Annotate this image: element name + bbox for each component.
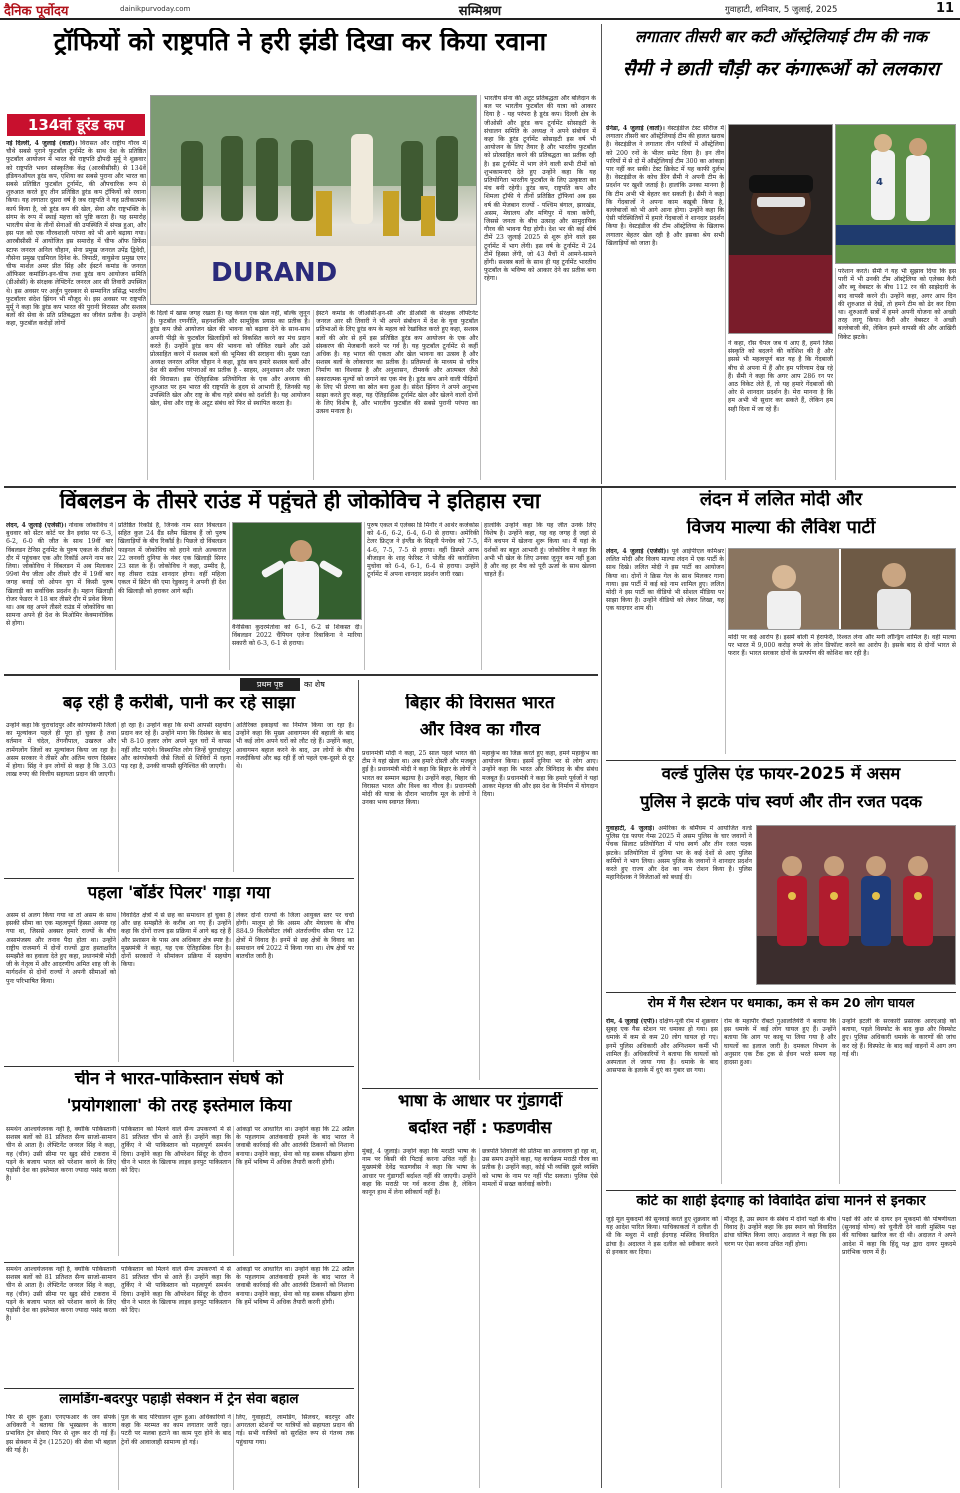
djokovic-col2: प्रतिष्ठित रिकॉर्ड है, जिनके नाम सात विंबलडन सहित कुल 24 ग्रैंड स्लैम खिताब हैं जो पुरुष खिलाड़ियों के बीच रिकॉर्ड है। पिछले दो विंबलडन फाइनल में जोकोविच को हराने वाले अल्कराज 22 जनवरी दुनिया के नंबर एक खिलाड़ी सिनर 23 साल के हैं। जोकोविच ने कहा, उम्मीद है, यह तीसरा राउंड शानदार होगा। वहीं महिला एकल में ब्रिटेन की एमा रेडुकानु ने अपनी ही देश की खिलाड़ी को हराकर आगे बढ़ीं। <box>118 522 226 595</box>
sammy-col2: ने कहा, रॉस चैपल जब ये आए हैं, हमने जिस संस्कृति को बदलने की कोशिश की है और इससे भी महत्वपूर्ण बात यह है कि गेंदबाजी बीच से अपना में हैं और हम परिणाम देख रहे हैं। सैमी ने कहा कि अगर आप 286 रन पर आठ विकेट लेते हैं, तो यह हमारे गेंदबाजों की ओर से शानदार प्रदर्शन है। मेरा मानना है कि हम अभी भी सुधार कर सकते हैं, लेकिन हम सही दिशा में जा रहे हैं। <box>728 340 833 413</box>
section-title: सम्मिश्रण <box>458 4 502 19</box>
bihar-headline-1: बिहार की विरासत भारत <box>405 694 555 713</box>
sammy-col1: ग्रेनेडा, 4 जुलाई (वार्ता)। वेस्टइंडीज टेस्ट सीरीज में लगातार तीसरी बार ऑस्ट्रेलियाई टीम की हालत खराब है। वेस्टइंडीज ने लगातार तीन पारियों में ऑस्ट्रेलिया को 200 रनों के भीतर समेट दिया है। इन तीन पारियों में से दो में ऑस्ट्रेलियाई टीम 300 का आंकड़ा पार नहीं कर सकी। टेस्ट क्रिकेट में यह काफी दुर्लभ है। वेस्टइंडीज के कोच डैरेन सैमी ने अपनी टीम के प्रदर्शन पर खुशी जताई है। हालांकि उनका मानना है कि टीम अभी भी बेहतर कर सकती है। सैमी ने कहा कि गेंदबाजों ने अपना काम बखूबी किया है, बल्लेबाजों को भी आगे आना होगा। उन्होंने कहा कि ऐसी परिस्थितियों में हमारे गेंदबाजों ने शानदार प्रदर्शन किया है। वेस्टइंडीज की टीम ऑस्ट्रेलिया के खिलाफ लगातार बेहतर खेल रही है और इसका श्रेय सभी खिलाड़ियों को जाता है। <box>606 125 724 247</box>
djokovic-col4: पुरुष एकल में एलेक्स डि मिनौर ने आर्थर कजेकोस को 4-6, 6-2, 6-4, 6-0 से हराया। अमेरिकी टेलर फ्रिट्ज ने इंग्लैंड के सिड्नी पेनचेव को 7-5, 4-6, 7-5, 7-5 से हराया। वहीं डिस्प्ले आफ बीजाइन के शाह फेरिस्ट ने पोलैंड की कारोलिना मुचोवा को 6-4, 6-1, 6-4 से हराया। उन्होंने टूर्नामेंट में अपना शानदार प्रदर्शन जारी रखा। <box>367 522 479 579</box>
durand-headline: ट्रॉफियों को राष्ट्रपति ने हरी झंडी दिखा कर किया रवाना <box>53 28 547 55</box>
durand-ceremony-image <box>151 96 477 305</box>
water-col1: उन्होंने कहा कि चुराचांदपुर और कांगपोकपी जिलों का मूल्यांकन पहले ही पूरा हो चुका है तथा वर्तमान में चंदेल, तेंगनौपाल, उखरुल और तामेंगलोंग जिलों का मूल्यांकन किया जा रहा है। असम सरकार ने तीसरे और अंतिम चरण दिसंबर में होगा। सिंह ने इन लोगों से कहा है कि 3.03 लाख रुपए की वित्तीय सहायता प्रदान की जाएगी। <box>6 722 116 779</box>
border-col2: विवादित क्षेत्रों में से छह का समाधान हो चुका है और छह समझौते के करीब आ गए हैं। उन्होंने कहा कि दोनों राज्य इस प्रक्रिया में आगे बढ़ रहे हैं और प्रशासन के पास अब अधिकार क्षेत्र स्पष्ट है। मुख्यमंत्री ने कहा, यह एक ऐतिहासिक दिन है। दोनों सरकारों ने सीमांकन प्रक्रिया में सहयोग किया। <box>121 912 231 969</box>
rome-headline: रोम में गैस स्टेशन पर धमाका, कम से कम 20 लोग घायल <box>647 996 915 1010</box>
idgah-headline: कोर्ट का शाही ईदगाह को विवादित ढांचा मानने से इनकार <box>636 1194 926 1209</box>
idgah-col2: मौजूद है, उस स्थान के संबंध में दोनों पक्षों के बीच विवाद है। उन्होंने कहा कि इस स्थान को विवादित ढांचा घोषित किया जाए। अदालत ने कहा कि इस चरण पर ऐसा करना उचित नहीं होगा। <box>724 1216 836 1248</box>
fadnavis-col1: मुंबई, 4 जुलाई। उन्होंने कहा कि मराठी भाषा के नाम पर किसी की पिटाई करना उचित नहीं है। मुख्यमंत्री देवेंद्र फडणवीस ने कहा कि भाषा के आधार पर गुंडागर्दी बर्दाश्त नहीं की जाएगी। उन्होंने कहा कि मराठी पर गर्व करना ठीक है, लेकिन कानून हाथ में लेना स्वीकार्य नहीं है। <box>362 1148 476 1197</box>
border-headline: पहला 'बॉर्डर पिलर' गाड़ा गया <box>87 884 271 903</box>
durand-dateline: नई दिल्ली, 4 जुलाई (वार्ता)। <box>6 140 78 147</box>
idgah-col1: जुड़े मूल मुकदमों की सुनवाई करते हुए शुक्रवार को यह आदेश पारित किया। याचिकाकर्ता ने दलील दी थी कि मथुरा में शाही ईदगाह मस्जिद विवादित ढांचा है। अदालत ने इस दलील को स्वीकार करने से इनकार कर दिया। <box>606 1216 718 1256</box>
cricket-action-image <box>836 125 956 264</box>
durand-col4: भारतीय सेना की अटूट प्रतिबद्धता और बलिदान के बल पर भारतीय फुटबॉल की यात्रा को आकार दिया है - यह परंपरा है डूरंड कप। दिल्ली क्षेत्र के जीओसी और डूरंड कप टूर्नामेंट सोसाइटी के संचालन समिति के अध्यक्ष ने अपने संबोधन में कहा कि डूरंड टूर्नामेंट सोसाइटी इस वर्ष भी आयोजन के लिए तैयार है और भारतीय फुटबॉल को प्रोत्साहित करने की प्रतिबद्धता का प्रतीक रही है। इस टूर्नामेंट में भाग लेने वाली सभी टीमों को शुभकामनाएं देते हुए उन्होंने कहा कि यह प्रतियोगिता भारतीय फुटबॉल के लिए उत्कृष्टता का मंच बनी रहेगी। डूरंड कप, राष्ट्रपति कप और शिमला ट्रॉफी ये तीनों प्रतिष्ठित ट्रॉफियां अब इस वर्ष की मेजबान राज्यों - पश्चिम बंगाल, झारखंड, असम, मेघालय और मणिपुर में यात्रा करेंगी, जिससे जनता के बीच उत्साह और सामुदायिक गौरव की भावना पैदा होगी। देश भर की कई शीर्ष टीमें 23 जुलाई 2025 से शुरू होने वाले इस टूर्नामेंट में भाग लेंगी। इस वर्ष के टूर्नामेंट में 24 टीमें हिस्सा लेंगी, जो 43 मैचों में आमने-सामने होंगी। सशस्त्र बलों के साथ ही यह टूर्नामेंट भारतीय फुटबॉल के भविष्य को आकार देने का प्रतीक बना रहेगा। <box>484 95 596 283</box>
china-col2-cont: पाकिस्तान को मिलने वाले सैन्य उपकरणों में से 81 प्रतिशत चीन से आते हैं। उन्होंने कहा कि तुर्किए ने भी पाकिस्तान को महत्वपूर्ण समर्थन दिया। उन्होंने कहा कि ऑपरेशन सिंदूर के दौरान चीन ने भारत के खिलाफ लाइव इनपुट पाकिस्तान को दिए। <box>121 1266 231 1315</box>
durand-logo-text: DURAND <box>211 258 338 288</box>
lumding-col1: फिर से शुरू हुआ। एनएफआर के जन संपर्क अधिकारी ने बताया कि भूस्खलन के कारण प्रभावित ट्रेन सेवाएं फिर से शुरू कर दी गई हैं। इस सेक्शन में ट्रेन (12520) की सेवा भी बहाल की गई है। <box>6 1414 116 1454</box>
border-col1: असम से अलग किया गया था तो असम के साथ इसकी सीमा का एक महत्वपूर्ण हिस्सा अस्पष्ट रह गया था, जिससे अक्सर हमारे राज्यों के बीच असामंजस्य और तनाव पैदा होता था। उन्होंने राष्ट्रीय राजमार्ग में दोनों राज्यों द्वारा हस्ताक्षरित समझौते का हवाला देते हुए कहा, प्रधानमंत्री मोदी जी के नेतृत्व में और आदरणीय अमित शाह जी के मार्गदर्शन से दोनों राज्यों ने अपनी सीमाओं को पुनः परिभाषित किया। <box>6 912 116 985</box>
fadnavis-headline-1: भाषा के आधार पर गुंडागर्दी <box>397 1092 563 1110</box>
bihar-col1: प्रधानमंत्री मोदी ने कहा, 25 साल पहले भारत की टीम ने यहां खेला था। अब हमारे दोस्ती और मजबूत हुई है। प्रधानमंत्री मोदी ने कहा कि बिहार के लोगों ने भारत का सम्मान बढ़ाया है। उन्होंने कहा, बिहार की विरासत भारत और विश्व का गौरव है। प्रधानमंत्री मोदी की यात्रा के दौरान भारतीय मूल के लोगों ने उनका भव्य स्वागत किया। <box>362 750 476 807</box>
sammy-headline-1: लगातार तीसरी बार कटी ऑस्ट्रेलियाई टीम की नाक <box>634 28 928 46</box>
page-number: 11 <box>936 1 955 16</box>
police-headline-2: पुलिस ने झटके पांच स्वर्ण और तीन रजत पदक <box>640 793 922 811</box>
modi-headline-2: विजय माल्या की लैविश पार्टी <box>686 518 876 538</box>
fadnavis-col2: छत्रपति शिवाजी की प्रतिमा का अनावरण हो रहा था, उस समय उन्होंने कहा, यह कार्यक्रम मराठी गौरव का प्रतीक है। उन्होंने कहा, कोई भी व्यक्ति दूसरे व्यक्ति को भाषा के नाम पर नहीं पीट सकता। पुलिस ऐसे मामलों में सख्त कार्रवाई करेगी। <box>482 1148 598 1188</box>
modi-dateline: लंदन, 4 जुलाई (एजेंसी)। <box>606 548 669 555</box>
lumding-col3: लिए, गुवाहाटी, लामडिंग, सिलचर, बदरपुर और अगरतला स्टेशनों पर यात्रियों को सहायता प्रदान की गई। सभी यात्रियों को सुरक्षित रूप से गंतव्य तक पहुंचाया गया। <box>236 1414 354 1446</box>
china-col1-cont: समर्थन आश्चर्यजनक नहीं है, क्योंकि पाकिस्तानी सशस्त्र बलों को 81 प्रतिशत सैन्य साजो-सामान चीन से आता है। लेफ्टिनेंट जनरल सिंह ने कहा, यह (चीन) उसी सीमा पर खुद सीधे टकराव में पड़ने के बजाय भारत को परेशान करने के लिए पड़ोसी देश का इस्तेमाल करना ज्यादा पसंद करता है। <box>6 1266 116 1323</box>
idgah-col3: पक्षों की ओर से दायर इन मुकदमों की पोषणीयता (सुनवाई योग्य) को चुनौती देने वाली मुस्लिम पक्ष की याचिका खारिज कर दी थी। अदालत ने अपने आदेश में कहा कि हिंदू पक्ष द्वारा दायर मुकदमे प्रारंभिक चरण में हैं। <box>842 1216 956 1256</box>
cricket-photo <box>835 124 956 264</box>
durand-photo <box>150 95 477 305</box>
water-col2: हो रहा है। उन्होंने कहा कि सभी आपसी सहयोग प्रदान कर रहे हैं। उन्होंने माना कि दिसंबर के बाद भी 8-10 हजार लोग अपने मूल घरों में वापस नहीं लौट पाएंगे। विस्थापित लोग जिन्हें चुराचांदपुर और कांगपोकपी जैसे जिलों से शिविरों में रहना पड़ रहा है, उनकी वापसी सुनिश्चित की जाएगी। <box>121 722 231 771</box>
djokovic-col1: लंदन, 4 जुलाई (एजेंसी)। नोवाक जोकोविच ने बुधवार को सेंटर कोर्ट पर डैन इवांस पर 6-3, 6-2, 6-0 की जीत के साथ 19वीं बार विंबलडन टेनिस टूर्नामेंट के पुरुष एकल के तीसरे दौर में पहुंचकर एक और रिकॉर्ड अपने नाम कर लिया। जोकोविच ने विंबलडन में अब मिलाकर 99वां मैच जीता और तीसरे दौर में 19वीं बार जगह बनाई जो ओपन युग में किसी पुरुष खिलाड़ी का सर्वाधिक प्रदर्शन है। महान खिलाड़ी रोजर फेडरर ने 18 बार तीसरे दौर में प्रवेश किया था। अब वह अपने तीसरे राउंड में जोकोविच का सामना अपने ही देश के मिओमिर केक्मानोविक से होगा। <box>6 522 113 628</box>
bihar-headline-2: और विश्व का गौरव <box>419 721 541 740</box>
shesh-suffix: का शेष <box>304 680 325 689</box>
durand-col3: ईस्टर्न कमांड के जीओसी-इन-सी और डीओसी के संरक्षक लेफ्टिनेंट जनरल आर सी तिवारी ने भी अपने संबोधन में देश के युवा फुटबॉल प्रतिभाओं के लिए डूरंड कप के महत्व को रेखांकित करते हुए कहा, सशस्त्र बलों की ओर से हमें इस प्रतिष्ठित डूरंड कप आयोजन के एक और संस्करण की मेजबानी करने पर गर्व है। यह फुटबॉल टूर्नामेंट से कहीं अधिक है। यह भारत की एकता और खेल भावना का उत्सव है और सशस्त्र बलों के लोकाचार का प्रतीक है। प्रतिस्पर्धा के माध्यम से चरित्र निर्माण का विश्वास है और अनुशासन, टीमवर्क और आत्मबल जैसे सकारात्मक मूल्यों को जगाने का एक मंच है। डूरंड कप आने वाली पीढ़ियों के लिए भी प्रेरणा का स्रोत बना हुआ है। संदेश झिंगन ने अपने अनुभव साझा करते हुए कहा, यह ऐतिहासिक टूर्नामेंट खेल और खेलने वालों दोनों के लिए विशेष है, और भारतीय फुटबॉल की सबसे पुरानी परंपरा का उत्सव मनाता है। <box>316 310 478 416</box>
china-col1: समर्थन आश्चर्यजनक नहीं है, क्योंकि पाकिस्तानी सशस्त्र बलों को 81 प्रतिशत सैन्य साजो-सामान चीन से आता है। लेफ्टिनेंट जनरल सिंह ने कहा, यह (चीन) उसी सीमा पर खुद सीधे टकराव में पड़ने के बजाय भारत को परेशान करने के लिए पड़ोसी देश का इस्तेमाल करना ज्यादा पसंद करता है। <box>6 1126 116 1183</box>
china-headline-1: चीन ने भारत-पाकिस्तान संघर्ष को <box>74 1070 284 1089</box>
party-image <box>729 549 956 630</box>
police-dateline: गुवाहाटी, 4 जुलाई। <box>606 825 655 832</box>
rome-dateline: रोम, 4 जुलाई (एपी)। <box>606 1018 658 1025</box>
djokovic-col5: हालांकि उन्होंने कहा कि यह जीत उनके लिए विशेष है। उन्होंने कहा, यह वह जगह है जहां से मैंने बचपन में खेलना शुरू किया था। मैं यहां के दर्शकों का बहुत आभारी हूं। जोकोविच ने कहा कि अभी भी खेल के लिए उनका जुनून कम नहीं हुआ है और वह हर मैच को पूरी ऊर्जा के साथ खेलना चाहते हैं। <box>484 522 596 579</box>
rome-col2: रोम के महापौर रॉबर्टो गुआलतियेरी ने बताया कि इस धमाके में कई लोग घायल हुए हैं। उन्होंने बताया कि आग पर काबू पा लिया गया है और घायलों का इलाज जारी है। दमकल विभाग के अनुसार एक टैंक ट्रक से ईंधन भरते समय यह हादसा हुआ। <box>724 1018 836 1067</box>
modi-photo <box>728 548 956 630</box>
border-col3: लेकर दोनों राज्यों के जिला आयुक्त स्तर पर चर्चा होगी। मालूम हो कि असम और मेघालय के बीच 884.9 किलोमीटर लंबी अंतर्राज्यीय सीमा पर 12 क्षेत्रों में विवाद है। इनमें से छह क्षेत्रों के विवाद का समाधान वर्ष 2022 में किया गया था। शेष क्षेत्रों पर बातचीत जारी है। <box>236 912 354 961</box>
djokovic-dateline: लंदन, 4 जुलाई (एजेंसी)। <box>6 522 67 529</box>
china-col2: पाकिस्तान को मिलने वाले सैन्य उपकरणों में से 81 प्रतिशत चीन से आते हैं। उन्होंने कहा कि तुर्किए ने भी पाकिस्तान को महत्वपूर्ण समर्थन दिया। उन्होंने कहा कि ऑपरेशन सिंदूर के दौरान चीन ने भारत के खिलाफ लाइव इनपुट पाकिस्तान को दिए। <box>121 1126 231 1175</box>
durand-col1: नई दिल्ली, 4 जुलाई (वार्ता)। विरासत और राष्ट्रीय गौरव में चौथे सबसे पुराने फुटबॉल टूर्नामेंट के साथ देश के प्रतिष्ठित फुटबॉल आयोजन में भारत की राष्ट्रपति द्रौपदी मुर्मू ने शुक्रवार को राष्ट्रपति भवन सांस्कृतिक केंद्र (आरबीसीसी) से 134वें इंडियनऑयल डूरंड कप, एशिया का सबसे पुराना और भारत का सबसे प्रतिष्ठित फुटबॉल टूर्नामेंट, की औपचारिक रूप से शुरुआत करते हुए तीन प्रतिष्ठित डूरंड कप ट्रॉफियों को रवाना किया। यह लगातार दूसरा वर्ष है जब राष्ट्रपति ने यह प्रतीकात्मक कार्य किया है, जो डूरंड कप की खेल, सेवा और राष्ट्रभक्ति के संगम के रूप में स्थाई महत्ता को पुष्टि करता है। यह समारोह भारतीय सेना के तीनों सेनाओं की उपस्थिति में संपन्न हुआ, और इस पल को एक गौरवशाली परंपरा को भी आगे बढ़ाया गया। आरबीसीसी में आयोजित इस समारोह में चीफ ऑफ डिफेंस स्टाफ जनरल अनिल चौहान, सेना प्रमुख जनरल उपेंद्र द्विवेदी, नौसेना प्रमुख एडमिरल दिनेश के. त्रिपाठी, वायुसेना प्रमुख एयर चीफ मार्शल अमर प्रीत सिंह और ईस्टर्न कमांड के जनरल ऑफिसर कमांडिंग-इन-चीफ तथा डूरंड कप आयोजन समिति (डीओसी) के संरक्षक लेफ्टिनेंट जनरल आर सी तिवारी उपस्थित थे। इस अवसर पर अर्जुन पुरस्कार से सम्मानित प्रसिद्ध भारतीय फुटबॉलर संदेश झिंगन भी मौजूद थे। इस अवसर पर राष्ट्रपति मुर्मू ने कहा कि डूरंड कप भारत की पुरानी विरासत और सशस्त्र बलों की सेवा के प्रति प्रतिबद्धता का जीवंत प्रतीक है। उन्होंने कहा, फुटबॉल करोड़ों लोगों <box>6 140 146 328</box>
lumding-headline-visible: लामडिंग-बदरपुर पहाड़ी सेक्शन में ट्रेन सेवा बहाल <box>59 1392 299 1407</box>
paper-name: दैनिक पूर्वोदय <box>4 4 69 19</box>
djokovic-col3: वैनेसिका कुदरमेतोवा को 6-1, 6-2 से शिकस्त दी। विंबलडन 2022 चैंपियन एलेना रिबाकिना ने मारिया सकारी को 6-3, 6-1 से हराया। <box>232 624 362 648</box>
sammy-dateline: ग्रेनेडा, 4 जुलाई (वार्ता)। <box>606 125 665 132</box>
fadnavis-headline-2: बर्दाश्त नहीं : फडणवीस <box>408 1119 552 1137</box>
rome-col3: उन्होंने इटली के सरकारी प्रसारक आरएआई को बताया, पहले विस्फोट के बाद कुछ और विस्फोट हुए। पुलिस अधिकारी धमाके के कारणों की जांच कर रहे हैं। विस्फोट के बाद कई वाहनों में आग लग गई थी। <box>842 1018 956 1058</box>
china-col3-cont: आंकड़ों पर आधारित था। उन्होंने कहा कि 22 अप्रैल के पहलगाम आतंकवादी हमले के बाद भारत ने जवाबी कार्रवाई की और आतंकी ठिकानों को निशाना बनाया। उन्होंने कहा, सेना को यह सबक सीखना होगा कि हमें भविष्य में अधिक तैयारी करनी होगी। <box>236 1266 354 1306</box>
modi-col2: मोदी पर कई आरोप हैं। इसमें बोली में हेराफेरी, रिश्वत लेना और मनी लॉन्ड्रिंग शामिल हैं। वहीं माल्या पर भारत में 9,000 करोड़ रुपये के लोन डिफॉल्ट करने का आरोप है। इसके बाद से दोनों भारत से फरार हैं। भारत सरकार दोनों के प्रत्यर्पण की कोशिश कर रही है। <box>728 634 956 658</box>
djokovic-headline: विंबलडन के तीसरे राउंड में पहुंचते ही जोकोविच ने इतिहास रचा <box>59 490 541 513</box>
sammy-col3: परेशान करते। सैमी ने यह भी सुझाव दिया कि इस पारी में भी उनकी टीम ऑस्ट्रेलिया को एलेक्स कैरी और ब्यू वेबस्टर के बीच 112 रन की साझेदारी के बाद वापसी करने दी। उन्होंने कहा, अगर आप दिन की शुरुआत से देखें, तो हमने टीम को ढेर कर दिया था। शुरुआती सत्रों में हमने अपनी योजना को अच्छी तरह लागू किया। कैरी और वेबस्टर ने अच्छी बल्लेबाजी की, लेकिन हमने वापसी की और आखिरी विकेट झटके। <box>838 268 956 341</box>
djokovic-action-image <box>233 523 362 620</box>
sammy-photo <box>728 124 833 334</box>
police-body: गुवाहाटी, 4 जुलाई। अमेरिका के बर्मिंघम में आयोजित वर्ल्ड पुलिस एंड फायर गेम्स 2025 में असम पुलिस के चार जवानों ने पेंचक सिलाट प्रतियोगिता में पांच स्वर्ण और तीन रजत पदक झटके। प्रतियोगिता में दुनिया भर के कई देशों से आए पुलिस कर्मियों ने भाग लिया। असम पुलिस के जवानों ने शानदार प्रदर्शन करते हुए राज्य और देश का नाम रोशन किया है। पुलिस महानिदेशक ने विजेताओं को बधाई दी। <box>606 825 752 882</box>
water-headline: बढ़ रही है करीबी, पानी कर रहे साझा <box>62 694 296 713</box>
water-col3: अतिरिक्त इकाइयों का निर्माण किया जा रहा है। उन्होंने कहा कि मुख्य आवागमन की बहाली के बाद भी कई लोग अपने घरों को लौट रहे हैं। उन्होंने कहा, आवागमन बहाल करने के बाद, उन लोगों के बीच नजदीकियां और बढ़ रही हैं जो पहले एक-दूसरे से दूर थे। <box>236 722 354 771</box>
police-photo <box>756 825 956 985</box>
china-headline-2: 'प्रयोगशाला' की तरह इस्तेमाल किया <box>66 1097 292 1116</box>
lumding-col2: पुल के बाद परिचालन शुरू हुआ। अधिकारियों ने कहा कि मरम्मत का काम लगातार जारी रहा। पटरी पर मलबा हटाने का काम पूरा होने के बाद ट्रेनों की आवाजाही सामान्य हो गई। <box>121 1414 231 1446</box>
bihar-col2: महाकुंभ का जिक्र करते हुए कहा, हमने महाकुंभ का आयोजन किया। इसमें दुनिया भर से लोग आए। उन्होंने कहा कि भारत और त्रिनिदाद के बीच संबंध मजबूत हैं। प्रधानमंत्री ने कहा कि हमारे पूर्वजों ने यहां आकर मेहनत की और इस देश के निर्माण में योगदान दिया। <box>482 750 598 799</box>
modi-col1: लंदन, 4 जुलाई (एजेंसी)। पूर्व आईपीएल कमिश्नर ललित मोदी और विजय माल्या लंदन में एक पार्टी के साथ दिखे। ललित मोदी ने इस पार्टी का आयोजन किया था। दोनों ने क्रिस गेल के साथ मिलकर गाना गाया। इस पार्टी में कई बड़े नाम शामिल हुए। ललित मोदी ने इस पार्टी का वीडियो भी सोशल मीडिया पर साझा किया है। उन्होंने वीडियो को लेकर लिखा, यह एक यादगार शाम थी। <box>606 548 724 613</box>
modi-headline-1: लंदन में ललित मोदी और <box>699 490 863 510</box>
medal-winners-image <box>757 826 956 985</box>
website: dainikpurvoday.com <box>120 5 191 13</box>
shesh-tab: प्रथम पृष्ठ <box>240 678 300 691</box>
svg-text:4: 4 <box>876 177 883 188</box>
sammy-headline-2: सैमी ने छाती चौड़ी कर कंगारूओं को ललकारा <box>622 59 940 80</box>
durand-kicker: 134वां डूरंड कप <box>7 114 145 136</box>
sammy-portrait-image <box>729 125 833 334</box>
dateline: गुवाहाटी, शनिवार, 5 जुलाई, 2025 <box>725 5 838 15</box>
djokovic-photo <box>232 522 362 620</box>
police-headline-1: वर्ल्ड पुलिस एंड फायर-2025 में असम <box>661 765 901 783</box>
durand-col2: के दिलों में खास जगह रखता है। यह केवल एक खेल नहीं, बल्कि जुनून है। फुटबॉल रणनीति, सहनशक्ति और सामूहिक प्रयास का प्रतीक है। डूरंड कप जैसे आयोजन खेल की भावना को बढ़ावा देने के साथ-साथ अपनी पीढ़ी के फुटबॉल खिलाड़ियों को विकसित करने का मंच प्रदान करते हैं। उन्होंने डूरंड कप की भावना को जीवित रखने और उसे प्रोत्साहित करने में सशस्त्र बलों की भूमिका की सराहना की। मुख्य रक्षा अध्यक्ष जनरल अनिल चौहान ने कहा, डूरंड कप हमारे सशस्त्र बलों और देश की सर्वोच्च परंपराओं का प्रतीक है - साहस, अनुशासन और एकता की विरासत। इस ऐतिहासिक प्रतियोगिता के एक और अध्याय की शुरुआत पर हम भारत की राष्ट्रपति के हृदय से आभारी हैं, जिनकी यह उपस्थिति खेल और राष्ट्र के बीच गहरे संबंध को दर्शाती है। यह आयोजन खेल, सेवा और राष्ट्र के अटूट संबंध को फिर से स्थापित करता है। <box>150 310 310 408</box>
masthead <box>0 0 960 20</box>
china-col3: आंकड़ों पर आधारित था। उन्होंने कहा कि 22 अप्रैल के पहलगाम आतंकवादी हमले के बाद भारत ने जवाबी कार्रवाई की और आतंकी ठिकानों को निशाना बनाया। उन्होंने कहा, सेना को यह सबक सीखना होगा कि हमें भविष्य में अधिक तैयारी करनी होगी। <box>236 1126 354 1166</box>
rome-col1: रोम, 4 जुलाई (एपी)। दक्षिण-पूर्वी रोम में शुक्रवार सुबह एक गैस स्टेशन पर धमाका हो गया। इस धमाके में कम से कम 20 लोग घायल हो गए। इनमें पुलिस अधिकारी और अग्निशमन कर्मी भी शामिल हैं। अधिकारियों ने बताया कि घायलों को अस्पताल ले जाया गया है। धमाके के बाद आसपास के इलाके में धुएं का गुबार छा गया। <box>606 1018 718 1075</box>
